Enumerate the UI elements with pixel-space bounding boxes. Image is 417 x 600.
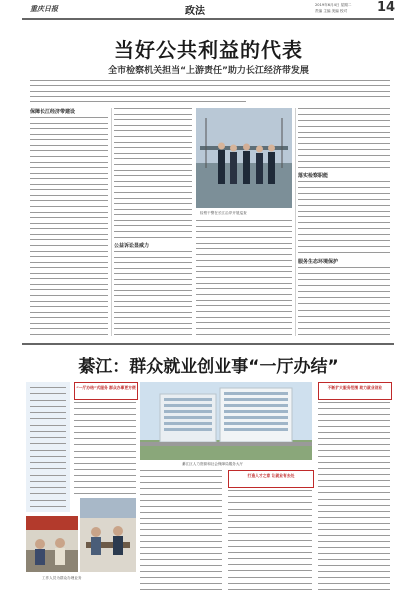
masthead-rule <box>22 18 394 20</box>
story-separator-rule <box>22 343 394 345</box>
story1-subhead-3: 落实检察职能 <box>298 173 329 179</box>
date-info: 2019年6月4日 星期二 <box>315 3 352 7</box>
story1-col4-text-a <box>298 108 390 168</box>
story2-col1-text <box>74 402 136 494</box>
story1-subhead-4: 服务生态环境保护 <box>298 259 339 265</box>
page-number: 14 <box>377 0 396 15</box>
story2-small-photo-1 <box>26 516 78 572</box>
story1-photo <box>196 108 292 208</box>
story2-box-left-title <box>74 382 138 400</box>
story1-col2-text-a <box>114 108 192 238</box>
story1-photo-caption: 检察干警在长江沿岸开展巡查 <box>200 211 247 215</box>
story1-subhead-2: 公益诉讼显威力 <box>114 243 150 249</box>
story1-col4-text-b <box>298 181 390 253</box>
story1-headline: 当好公共利益的代表 <box>114 38 303 62</box>
story1-lead <box>30 80 390 102</box>
story2-box-mid-title <box>228 470 314 488</box>
story2-col4-text <box>318 402 390 590</box>
story1-col2-text-b <box>114 251 192 335</box>
story2-small-photo-2 <box>80 498 136 572</box>
story1-col4-text-c <box>298 267 390 335</box>
newspaper-logo: 重庆日报 <box>30 4 58 13</box>
story2-headline: 綦江：群众就业创业事“一厅办结” <box>78 357 339 377</box>
story2-building-photo <box>140 382 312 460</box>
story1-col3-text <box>196 220 292 335</box>
box-right-title-text: 不断扩大服务范围 助力就业创业 <box>327 385 383 390</box>
box-mid-title-text: 打造人才之家 让就业有去处 <box>247 473 295 478</box>
story1-subhead-1: 保障长江经济带建设 <box>30 109 76 115</box>
story2-box-right-title <box>318 382 392 400</box>
story2-lead-sidebar <box>26 382 70 512</box>
story2-lead-text <box>30 387 66 507</box>
story2-building-caption: 綦江区人力资源和社会保障局服务大厅 <box>182 462 244 466</box>
column-divider <box>111 108 112 336</box>
editor-line: 责编 主编 美编 校对 <box>315 9 348 13</box>
column-divider <box>295 108 296 336</box>
story1-col1-text <box>30 117 108 335</box>
story2-col2-text <box>140 470 222 590</box>
story2-col3-text <box>228 490 312 590</box>
box-left-title-text: “一厅办结”式服务 群众办事更方便 <box>76 385 136 390</box>
masthead <box>0 0 417 20</box>
story1-subheadline: 全市检察机关担当“上游责任”助力长江经济带发展 <box>108 66 309 76</box>
story2-small-photo-caption: 工作人员为群众办理业务 <box>42 576 82 580</box>
section-title: 政法 <box>185 6 205 17</box>
